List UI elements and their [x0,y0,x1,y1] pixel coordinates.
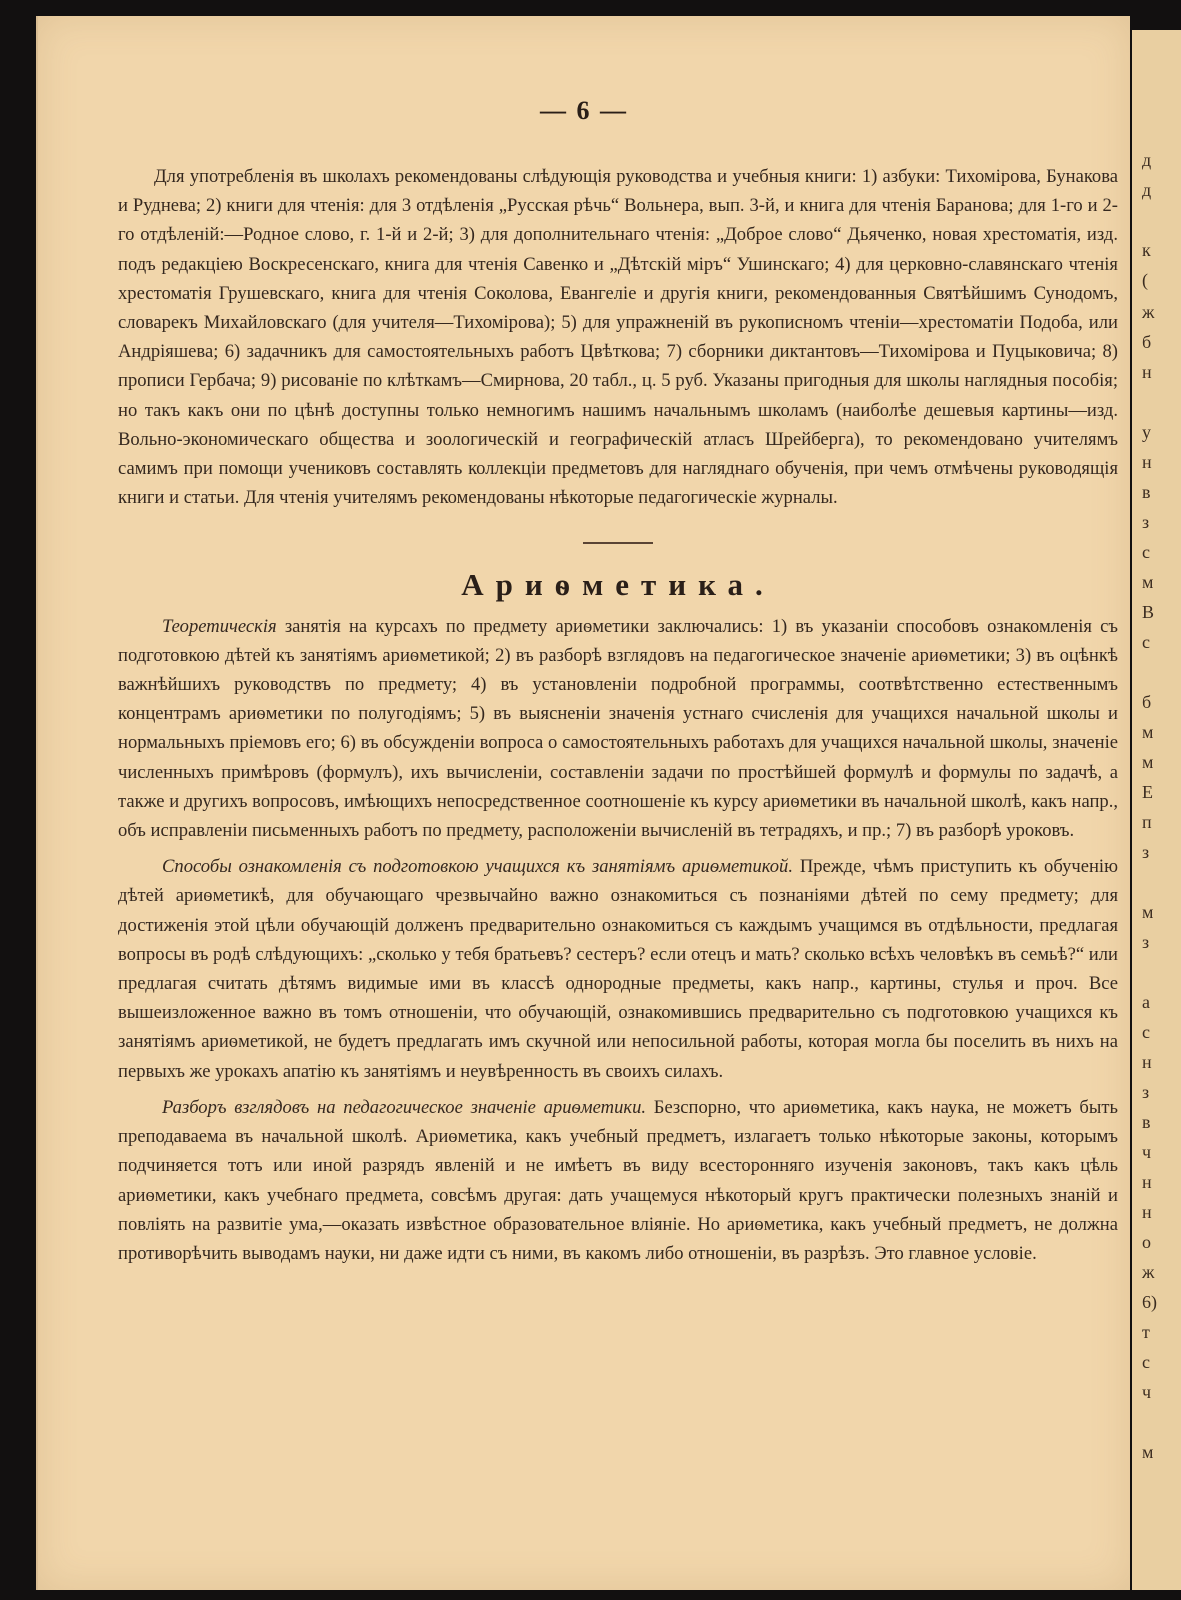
fragment: 6) [1142,1292,1157,1312]
fragment: с [1142,1022,1150,1042]
paragraph-methods [118,852,1118,1086]
fragment: з [1142,1082,1150,1102]
paragraph-theoretical [118,612,1118,846]
fragment: ч [1142,1142,1152,1162]
fragment: н [1142,362,1152,382]
fragment: ( [1142,270,1148,290]
fragment: м [1142,902,1154,922]
paragraph-lead: Способы ознакомленія съ подготовкою учащихся къ занятіямъ ариѳметикой. [162,856,793,878]
fragment: п [1142,812,1152,832]
fragment: с [1142,632,1150,652]
fragment: н [1142,1052,1152,1072]
fragment: н [1142,1172,1152,1192]
paragraph-views [118,1093,1118,1268]
fragment: м [1142,1442,1154,1462]
fragment: в [1142,1112,1151,1132]
fragment: з [1142,512,1150,532]
adjacent-page-edge [1132,30,1181,1590]
book-page [36,16,1130,1590]
fragment: о [1142,1232,1151,1252]
section-title: Ариѳметика. [461,567,775,603]
fragment: т [1142,1322,1150,1342]
fragment: а [1142,992,1150,1012]
paragraph-text: Безспорно, что ариѳметика, какъ наука, не можетъ быть преподаваема въ начальной школѣ. Ариѳметика, какъ учебный предметъ, излагаетъ только нѣкоторые законы, которымъ подчиняется тотъ или иной разрядъ явленій и не имѣетъ въ виду всесторонняго изученія законовъ, такъ какъ цѣль ариѳметики, какъ учебнаго предмета, совсѣмъ другая: дать учащемуся нѣкоторый кругъ практически полезныхъ знаній и повліять на развитіе ума,—оказать извѣстное образовательное вліяніе. Но ариѳметика, какъ учебный предметъ, не должна противорѣчить выводамъ науки, ни даже идти съ ними, въ какомъ либо отношеніи, въ разрѣзъ. Это главное условіе. [118,1096,1118,1264]
fragment: с [1142,1352,1150,1372]
fragment: В [1142,602,1155,622]
fragment: з [1142,842,1150,862]
fragment: ж [1142,302,1155,322]
fragment: н [1142,452,1152,472]
fragment: м [1142,572,1154,592]
page-number: — 6 — [540,96,628,125]
fragment: с [1142,542,1150,562]
fragment: к [1142,240,1151,260]
fragment: в [1142,482,1151,502]
page-body [118,162,1118,1268]
section-divider [583,542,653,544]
fragment: д [1142,180,1152,200]
fragment: н [1142,1202,1152,1222]
fragment: ж [1142,1262,1155,1282]
fragment: м [1142,722,1154,742]
fragment: Е [1142,782,1153,802]
intro-paragraph: Для употребленія въ школахъ рекомендованы слѣдующія руководства и учебныя книги: 1) азбуки: Тихомірова, Бунакова и Руднева; 2) книги для чтенія: для 3 отдѣленія „Русская рѣчь“ Вольнера, вып. 3-й, и книга для чтенія Баранова; для 1-го и 2-го отдѣленій:—Родное слово, г. 1-й и 2-й; 3) для дополнительнаго чтенія: „Доброе слово“ Дьяченко, новая хрестоматія, изд. подъ редакціею Воскресенскаго, книга для чтенія Савенко и „Дѣтскій міръ“ Ушинскаго; 4) для церковно-славянскаго чтенія хрестоматія Грушевскаго, книга для чтенія Соколова, Евангеліе и другія книги, рекомендованныя Святѣйшимъ Сунодомъ, словарекъ Михайловскаго (для учителя—Тихомірова); 5) для упражненій въ рукописномъ чтеніи—хрестоматіи Подоба, или Андріяшева; 6) задачникъ для самостоятельныхъ работъ Цвѣткова; 7) сборники диктантовъ—Тихомірова и Пуцыковича; 8) прописи Гербача; 9) рисованіе по клѣткамъ—Смирнова, 20 табл., ц. 5 руб. Указаны пригодныя для школы наглядныя пособія; но такъ какъ они по цѣнѣ доступны только немногимъ нашимъ начальнымъ школамъ (наиболѣе дешевыя картины—изд. Вольно-экономическаго общества и зоологическій и географическій атласъ Шрейберга), то рекомендовано учителямъ самимъ при помощи учениковъ составлять коллекціи предметовъ для нагляднаго обученія, при чемъ отмѣчены руководящія книги и статьи. Для чтенія учителямъ рекомендованы нѣкоторые педагогическіе журналы. [118,166,1118,509]
paragraph-lead: Теоретическія [162,615,277,637]
paragraph-text: Прежде, чѣмъ приступить къ обученію дѣтей ариѳметикѣ, для обучающаго чрезвычайно важно ознакомиться съ познаніями дѣтей по сему предмету; для достиженія этой цѣли обучающій долженъ предварительно ознакомиться съ каждымъ учащимся въ отдѣльности, предлагая вопросы въ родѣ слѣдующихъ: „сколько у тебя братьевъ? сестеръ? если отецъ и мать? сколько всѣхъ человѣкъ въ семьѣ?“ или предлагая считать дѣтямъ видимые ими въ классѣ однородные предметы, какъ напр., картины, стулья и проч. Все вышеизложенное важно въ томъ отношеніи, что обучающій, ознакомившись предварительно съ подготовкою учащихся къ занятіямъ ариѳметикой, не будетъ предлагать имъ скучной или непосильной работы, которая могла бы поселить въ нихъ на первыхъ же урокахъ апатію къ занятіямъ и неувѣренность въ своихъ силахъ. [118,856,1118,1082]
fragment: д [1142,150,1152,170]
fragment: ч [1142,1382,1152,1402]
fragment: б [1142,332,1152,352]
fragment: з [1142,932,1150,952]
paragraph-text: занятія на курсахъ по предмету ариѳметики заключались: 1) въ указаніи способовъ ознакомленія съ подготовкою дѣтей къ занятіямъ ариѳметикой; 2) въ разборѣ взглядовъ на педагогическое значеніе ариѳметики; 3) въ оцѣнкѣ важнѣйшихъ руководствъ по предмету; 4) въ установленіи подробной программы, соотвѣтственно естественнымъ концентрамъ ариѳметики по полугодіямъ; 5) въ выясненіи значенія устнаго счисленія для учащихся начальной школы и нормальныхъ пріемовъ его; 6) въ обсужденіи вопроса о самостоятельныхъ работахъ для учащихся начальной школы, значеніе численныхъ примѣровъ (формулъ), ихъ вычисленіи, составленіи задачи по простѣйшей формулѣ и формулы по задачѣ, а также и другихъ вопросовъ, имѣющихъ непосредственное соотношеніе къ курсу ариѳметики въ начальной школѣ, какъ напр., объ исправленіи письменныхъ работъ по предмету, расположеніи вычисленій въ тетрадяхъ, и пр.; 7) въ разборѣ уроковъ. [118,615,1118,842]
fragment: у [1142,422,1151,442]
fragment: м [1142,752,1154,772]
paragraph-lead: Разборъ взглядовъ на педагогическое значеніе ариѳметики. [162,1096,647,1118]
fragment: б [1142,692,1152,712]
